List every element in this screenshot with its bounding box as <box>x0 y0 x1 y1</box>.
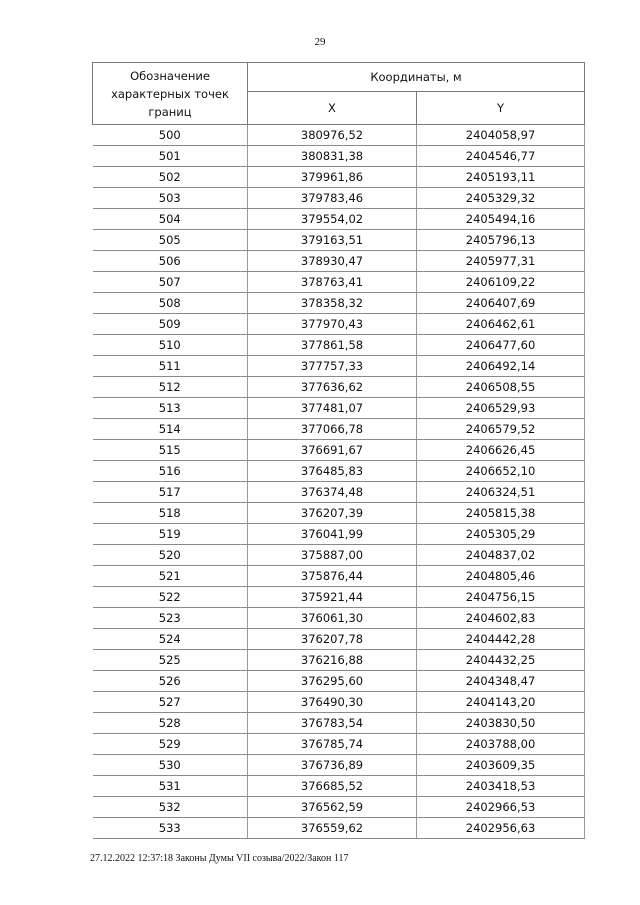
y-coordinate: 2406652,10 <box>417 461 585 482</box>
x-coordinate: 376207,39 <box>248 503 417 524</box>
table-row <box>93 545 585 566</box>
x-coordinate: 376691,67 <box>248 440 417 461</box>
table-row <box>93 629 585 650</box>
table-row <box>93 377 585 398</box>
y-coordinate: 2406109,22 <box>417 272 585 293</box>
table-row <box>93 692 585 713</box>
y-coordinate: 2405494,16 <box>417 209 585 230</box>
y-coordinate: 2406529,93 <box>417 398 585 419</box>
header-x: X <box>248 92 417 125</box>
x-coordinate: 377757,33 <box>248 356 417 377</box>
x-coordinate: 376559,62 <box>248 818 417 839</box>
footer-stamp: 27.12.2022 12:37:18 Законы Думы VII созыва/2022/Закон 117 <box>90 853 349 864</box>
y-coordinate: 2404348,47 <box>417 671 585 692</box>
y-coordinate: 2406477,60 <box>417 335 585 356</box>
y-coordinate: 2406324,51 <box>417 482 585 503</box>
y-coordinate: 2404546,77 <box>417 146 585 167</box>
x-coordinate: 376374,48 <box>248 482 417 503</box>
point-number: 520 <box>93 545 248 566</box>
y-coordinate: 2406579,52 <box>417 419 585 440</box>
point-number: 513 <box>93 398 248 419</box>
table-row <box>93 482 585 503</box>
x-coordinate: 378763,41 <box>248 272 417 293</box>
y-coordinate: 2405329,32 <box>417 188 585 209</box>
table-row <box>93 566 585 587</box>
page-number: 29 <box>314 36 326 48</box>
table-body <box>93 125 585 839</box>
y-coordinate: 2405977,31 <box>417 251 585 272</box>
table-row <box>93 188 585 209</box>
point-number: 502 <box>93 167 248 188</box>
point-number: 510 <box>93 335 248 356</box>
table-row <box>93 398 585 419</box>
point-number: 500 <box>93 125 248 146</box>
y-coordinate: 2404805,46 <box>417 566 585 587</box>
x-coordinate: 379554,02 <box>248 209 417 230</box>
header-y: Y <box>417 92 585 125</box>
table-row <box>93 230 585 251</box>
point-number: 515 <box>93 440 248 461</box>
point-number: 514 <box>93 419 248 440</box>
x-coordinate: 380976,52 <box>248 125 417 146</box>
point-number: 518 <box>93 503 248 524</box>
header-point-designation: Обозначение характерных точек границ <box>93 63 248 125</box>
point-number: 505 <box>93 230 248 251</box>
point-number: 504 <box>93 209 248 230</box>
table-row <box>93 818 585 839</box>
table-row <box>93 272 585 293</box>
table-row <box>93 146 585 167</box>
point-number: 524 <box>93 629 248 650</box>
table-row <box>93 650 585 671</box>
y-coordinate: 2405815,38 <box>417 503 585 524</box>
table-row <box>93 755 585 776</box>
table-row <box>93 776 585 797</box>
y-coordinate: 2403830,50 <box>417 713 585 734</box>
x-coordinate: 376783,54 <box>248 713 417 734</box>
x-coordinate: 375921,44 <box>248 587 417 608</box>
table-row <box>93 608 585 629</box>
y-coordinate: 2404058,97 <box>417 125 585 146</box>
x-coordinate: 376295,60 <box>248 671 417 692</box>
point-number: 532 <box>93 797 248 818</box>
x-coordinate: 376061,30 <box>248 608 417 629</box>
y-coordinate: 2405796,13 <box>417 230 585 251</box>
table-row <box>93 293 585 314</box>
header-coordinates: Координаты, м <box>248 63 585 92</box>
table-row <box>93 419 585 440</box>
point-number: 519 <box>93 524 248 545</box>
y-coordinate: 2406492,14 <box>417 356 585 377</box>
y-coordinate: 2404837,02 <box>417 545 585 566</box>
point-number: 528 <box>93 713 248 734</box>
x-coordinate: 377636,62 <box>248 377 417 398</box>
x-coordinate: 379163,51 <box>248 230 417 251</box>
point-number: 506 <box>93 251 248 272</box>
table-row <box>93 314 585 335</box>
point-number: 521 <box>93 566 248 587</box>
y-coordinate: 2405193,11 <box>417 167 585 188</box>
point-number: 522 <box>93 587 248 608</box>
point-number: 525 <box>93 650 248 671</box>
point-number: 503 <box>93 188 248 209</box>
point-number: 533 <box>93 818 248 839</box>
table-row <box>93 734 585 755</box>
x-coordinate: 376562,59 <box>248 797 417 818</box>
point-number: 530 <box>93 755 248 776</box>
y-coordinate: 2404143,20 <box>417 692 585 713</box>
x-coordinate: 377066,78 <box>248 419 417 440</box>
y-coordinate: 2402966,53 <box>417 797 585 818</box>
x-coordinate: 376041,99 <box>248 524 417 545</box>
x-coordinate: 376685,52 <box>248 776 417 797</box>
x-coordinate: 375876,44 <box>248 566 417 587</box>
point-number: 511 <box>93 356 248 377</box>
y-coordinate: 2403609,35 <box>417 755 585 776</box>
point-number: 527 <box>93 692 248 713</box>
table-row <box>93 209 585 230</box>
x-coordinate: 376207,78 <box>248 629 417 650</box>
y-coordinate: 2406407,69 <box>417 293 585 314</box>
point-number: 523 <box>93 608 248 629</box>
x-coordinate: 377861,58 <box>248 335 417 356</box>
table-row <box>93 587 585 608</box>
table-row <box>93 356 585 377</box>
x-coordinate: 376490,30 <box>248 692 417 713</box>
y-coordinate: 2406462,61 <box>417 314 585 335</box>
y-coordinate: 2403418,53 <box>417 776 585 797</box>
y-coordinate: 2403788,00 <box>417 734 585 755</box>
x-coordinate: 377481,07 <box>248 398 417 419</box>
table-row <box>93 125 585 146</box>
x-coordinate: 380831,38 <box>248 146 417 167</box>
x-coordinate: 376216,88 <box>248 650 417 671</box>
y-coordinate: 2406508,55 <box>417 377 585 398</box>
y-coordinate: 2402956,63 <box>417 818 585 839</box>
table-row <box>93 335 585 356</box>
table-row <box>93 440 585 461</box>
x-coordinate: 378358,32 <box>248 293 417 314</box>
table-row <box>93 524 585 545</box>
point-number: 516 <box>93 461 248 482</box>
table-row <box>93 251 585 272</box>
point-number: 508 <box>93 293 248 314</box>
y-coordinate: 2406626,45 <box>417 440 585 461</box>
y-coordinate: 2404602,83 <box>417 608 585 629</box>
table-row <box>93 671 585 692</box>
x-coordinate: 375887,00 <box>248 545 417 566</box>
x-coordinate: 379961,86 <box>248 167 417 188</box>
x-coordinate: 376485,83 <box>248 461 417 482</box>
point-number: 509 <box>93 314 248 335</box>
y-coordinate: 2405305,29 <box>417 524 585 545</box>
point-number: 526 <box>93 671 248 692</box>
table-row <box>93 461 585 482</box>
y-coordinate: 2404432,25 <box>417 650 585 671</box>
table-row <box>93 797 585 818</box>
x-coordinate: 376785,74 <box>248 734 417 755</box>
x-coordinate: 379783,46 <box>248 188 417 209</box>
y-coordinate: 2404756,15 <box>417 587 585 608</box>
table-row <box>93 167 585 188</box>
point-number: 501 <box>93 146 248 167</box>
point-number: 512 <box>93 377 248 398</box>
point-number: 531 <box>93 776 248 797</box>
table-row <box>93 503 585 524</box>
x-coordinate: 378930,47 <box>248 251 417 272</box>
point-number: 529 <box>93 734 248 755</box>
y-coordinate: 2404442,28 <box>417 629 585 650</box>
point-number: 507 <box>93 272 248 293</box>
table-row <box>93 713 585 734</box>
x-coordinate: 376736,89 <box>248 755 417 776</box>
coordinates-table <box>92 62 585 839</box>
point-number: 517 <box>93 482 248 503</box>
x-coordinate: 377970,43 <box>248 314 417 335</box>
